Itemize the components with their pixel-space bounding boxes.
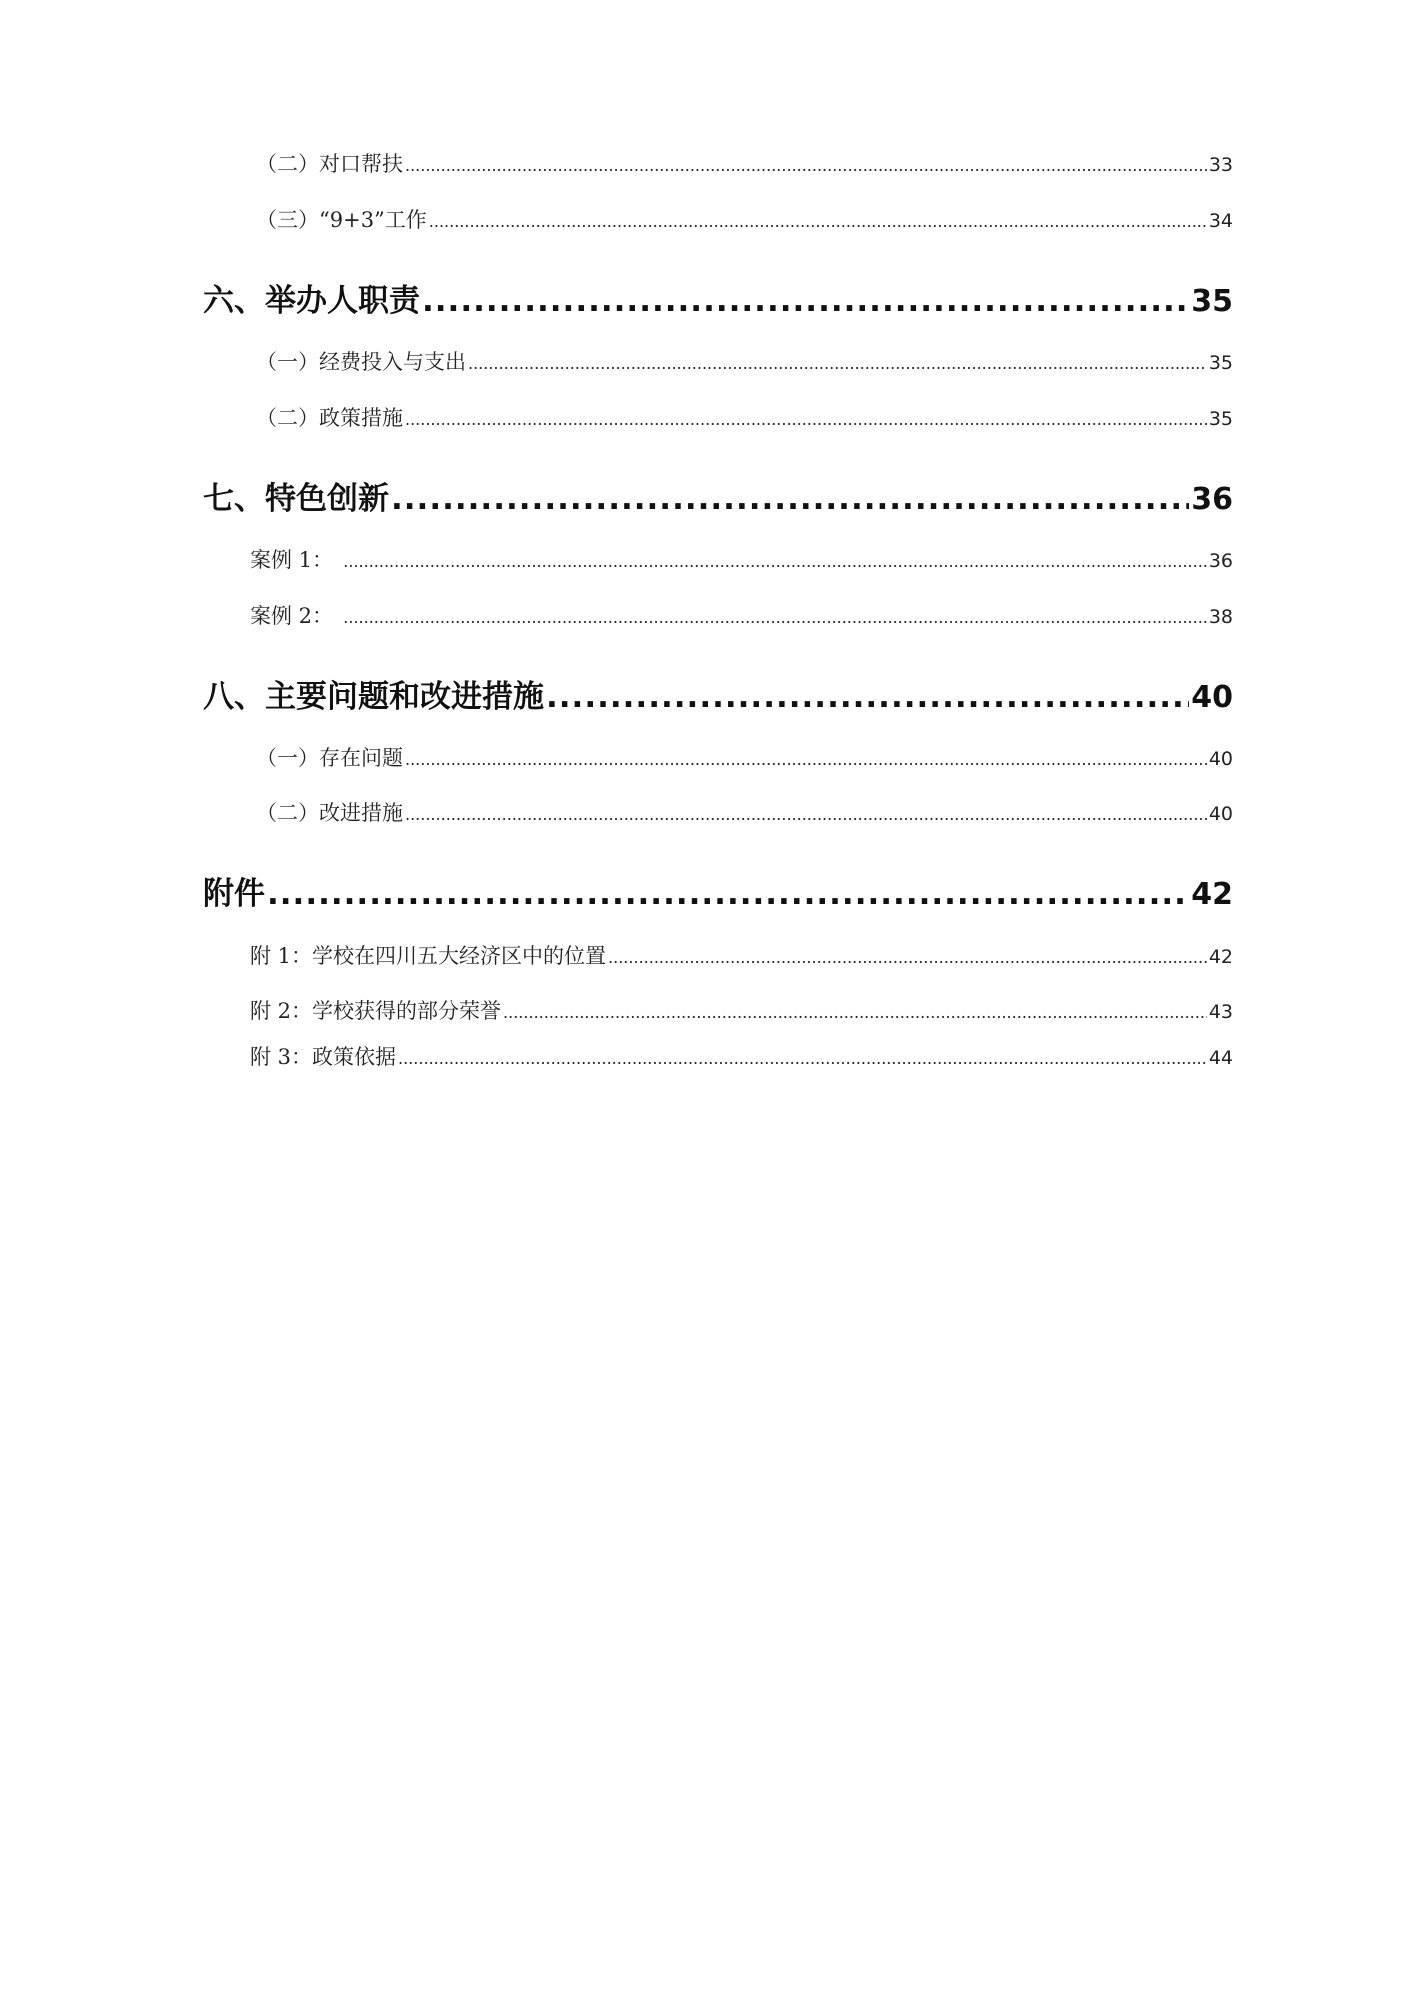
toc-entry-page: 42: [1208, 946, 1233, 968]
toc-leader-dots: [405, 156, 1207, 175]
toc-entry[interactable]: [256, 148, 1233, 178]
toc-entry[interactable]: [256, 742, 1233, 772]
toc-leader-dots: [405, 410, 1207, 429]
toc-leader-dots: [468, 354, 1207, 373]
toc-leader-dots: [503, 1003, 1207, 1022]
toc-entry[interactable]: [250, 1041, 1233, 1071]
toc-leader-dots: [422, 283, 1189, 319]
toc-entry-label: 附 3：政策依据: [250, 1045, 397, 1069]
toc-section-heading[interactable]: [203, 275, 1233, 320]
toc-entry-label: 附 2：学校获得的部分荣誉: [250, 999, 502, 1023]
toc-entry-page: 33: [1208, 154, 1233, 176]
toc-entry-page: 40: [1208, 803, 1233, 825]
toc-leader-dots: [343, 552, 1207, 571]
toc-entry-page: 35: [1191, 284, 1233, 319]
toc-leader-dots: [267, 876, 1189, 912]
toc-entry-page: 40: [1208, 748, 1233, 770]
toc-entry-page: 34: [1208, 210, 1233, 232]
toc-entry-page: 36: [1208, 550, 1233, 572]
toc-entry-label: （一）存在问题: [256, 746, 403, 770]
toc-entry[interactable]: [250, 940, 1233, 970]
toc-entry-page: 35: [1208, 352, 1233, 374]
toc-entry-label: （三）“9+3”工作: [256, 208, 427, 232]
toc-entry[interactable]: [256, 797, 1233, 827]
toc-entry-page: 43: [1208, 1001, 1233, 1023]
toc-entry[interactable]: [250, 544, 1233, 574]
toc-entry-label: 案例 2：: [250, 604, 334, 628]
toc-entry-page: 44: [1208, 1047, 1233, 1069]
toc-leader-dots: [405, 750, 1207, 769]
toc-section-heading[interactable]: [203, 671, 1233, 716]
toc-entry-label: 附 1：学校在四川五大经济区中的位置: [250, 944, 607, 968]
toc-leader-dots: [391, 481, 1189, 517]
toc-entry-label: 六、举办人职责: [203, 283, 420, 319]
toc-leader-dots: [429, 212, 1207, 231]
toc-entry-label: 八、主要问题和改进措施: [203, 679, 544, 715]
toc-entry[interactable]: [250, 600, 1233, 630]
toc-entry-label: 案例 1：: [250, 548, 334, 572]
toc-entry[interactable]: [256, 204, 1233, 234]
toc-entry-page: 42: [1191, 877, 1233, 912]
toc-entry-label: 附件: [203, 876, 265, 912]
toc-entry-label: （一）经费投入与支出: [256, 350, 466, 374]
toc-leader-dots: [608, 948, 1207, 967]
toc-leader-dots: [405, 805, 1207, 824]
toc-entry-page: 38: [1208, 606, 1233, 628]
toc-entry-page: 36: [1191, 482, 1233, 517]
toc-leader-dots: [343, 608, 1207, 627]
toc-section-heading[interactable]: [203, 868, 1233, 913]
toc-entry-page: 40: [1191, 680, 1233, 715]
toc-section-heading[interactable]: [203, 473, 1233, 518]
toc-leader-dots: [398, 1049, 1207, 1068]
toc-entry-label: 七、特色创新: [203, 481, 389, 517]
toc-entry-page: 35: [1208, 408, 1233, 430]
toc-entry[interactable]: [250, 995, 1233, 1025]
toc-entry[interactable]: [256, 402, 1233, 432]
toc-entry[interactable]: [256, 346, 1233, 376]
toc-entry-label: （二）政策措施: [256, 406, 403, 430]
toc-leader-dots: [546, 679, 1189, 715]
toc-entry-label: （二）改进措施: [256, 801, 403, 825]
toc-entry-label: （二）对口帮扶: [256, 152, 403, 176]
